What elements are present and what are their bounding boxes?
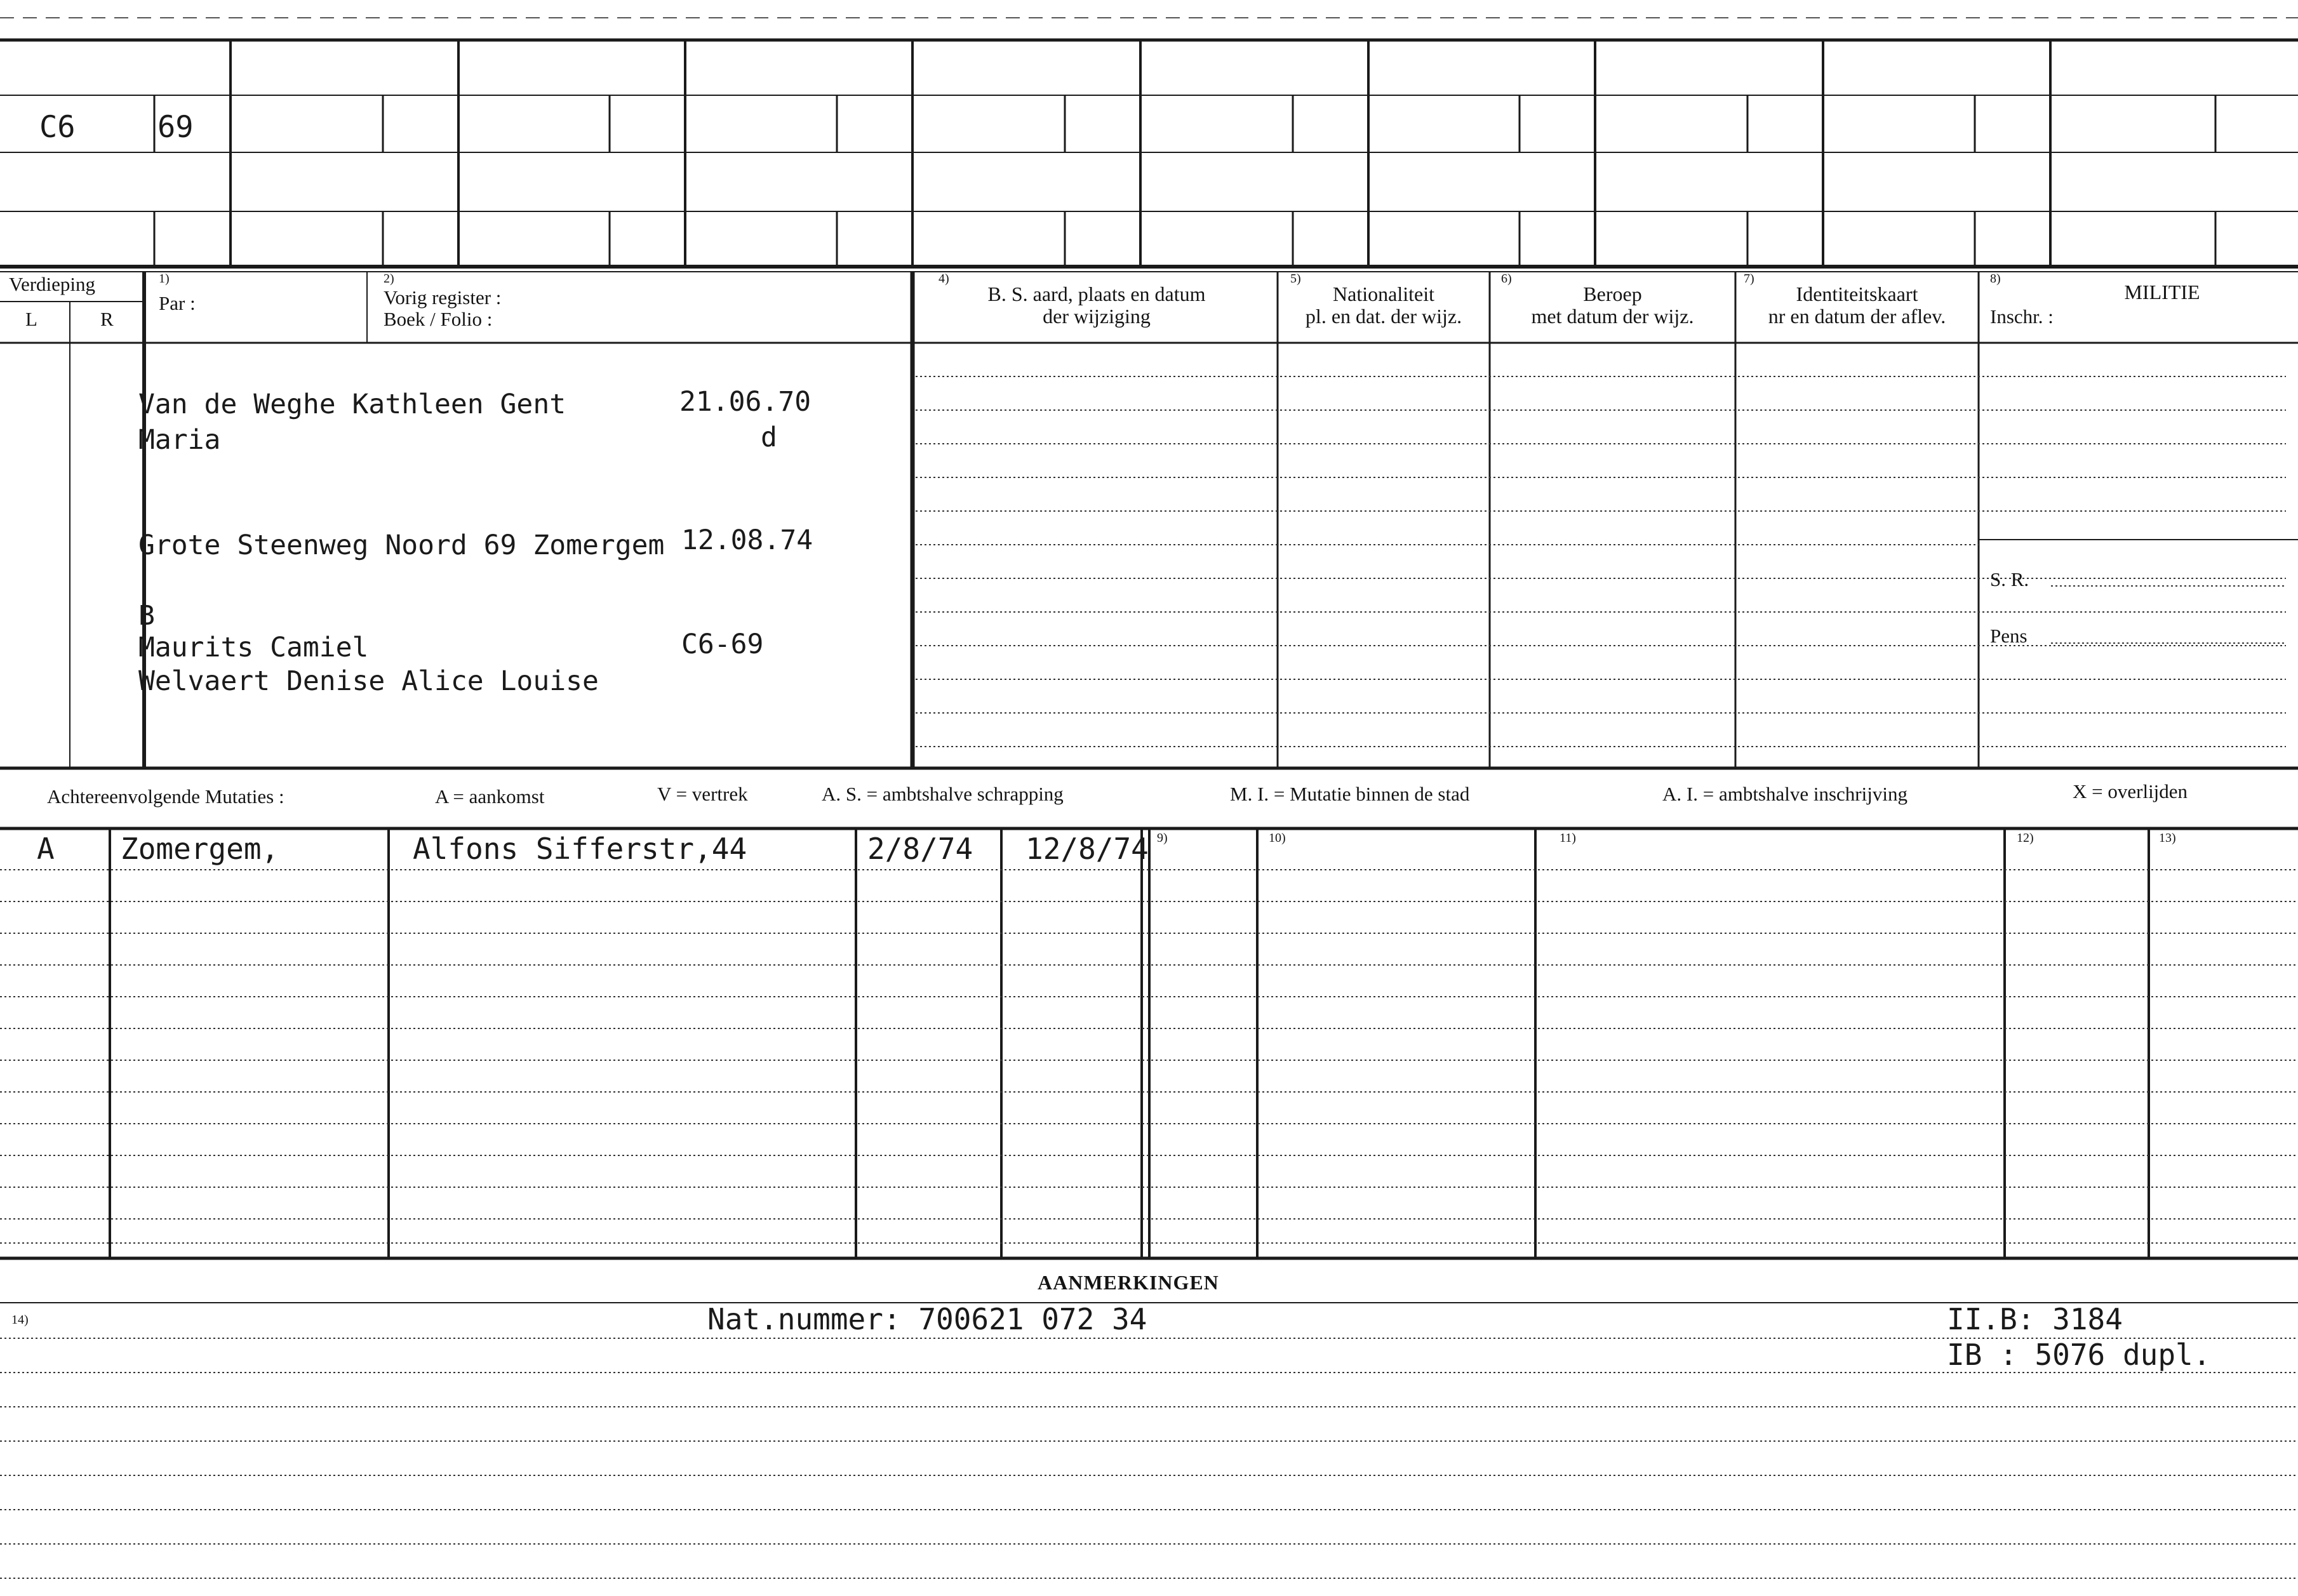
address-date: 12.08.74: [681, 524, 813, 556]
militie-header: MILITIE: [2124, 281, 2200, 303]
footnote-6: 6): [1501, 272, 1512, 286]
person-name-line2: Maria: [138, 424, 221, 456]
entry-letter: B: [138, 600, 155, 632]
identiteitskaart-header-line1: Identiteitskaart: [1796, 283, 1918, 305]
person-name-line1: Van de Weghe Kathleen Gent: [138, 389, 566, 420]
register-ref: C6-69: [681, 628, 764, 660]
mutation-type: A: [37, 832, 55, 866]
father-names: Maurits Camiel: [138, 632, 369, 663]
sr-label: S. R.: [1990, 568, 2029, 590]
mother-names: Welvaert Denise Alice Louise: [138, 665, 599, 697]
footnote-8: 8): [1990, 272, 2001, 286]
identiteitskaart-header-line2: nr en datum der aflev.: [1768, 305, 1946, 328]
legend-title: Achtereenvolgende Mutaties :: [47, 785, 284, 808]
birth-date: 21.06.70: [679, 386, 812, 418]
bs-header-line2: der wijziging: [1043, 305, 1151, 328]
legend-overlijden: X = overlijden: [2073, 780, 2188, 802]
footnote-1: 1): [159, 272, 170, 286]
pens-label: Pens: [1990, 625, 2027, 647]
footnote-4: 4): [939, 272, 949, 286]
col-l-label: L: [25, 308, 37, 330]
legend-aankomst: A = aankomst: [435, 785, 545, 808]
legend-mutatie-binnen-stad: M. I. = Mutatie binnen de stad: [1230, 783, 1470, 805]
iib-number: II.B: 3184: [1947, 1302, 2123, 1336]
footnote-7: 7): [1744, 272, 1754, 286]
legend-ambtshalve-schrapping: A. S. = ambtshalve schrapping: [822, 783, 1064, 805]
grid-code: C6: [39, 110, 76, 145]
mutation-street: Alfons Sifferstr,44: [413, 832, 747, 866]
legend-ambtshalve-inschrijving: A. I. = ambtshalve inschrijving: [1662, 783, 1907, 805]
vorig-register-label: Vorig register :: [384, 286, 502, 309]
national-number: Nat.nummer: 700621 072 34: [707, 1302, 1147, 1336]
col-r-label: R: [100, 308, 114, 330]
beroep-header-line1: Beroep: [1583, 283, 1642, 305]
footnote-9: 9): [1157, 831, 1168, 845]
boek-folio-label: Boek / Folio :: [384, 308, 493, 330]
par-label: Par :: [159, 292, 196, 314]
bs-header-line1: B. S. aard, plaats en datum: [987, 283, 1206, 305]
nationaliteit-header-line2: pl. en dat. der wijz.: [1305, 305, 1462, 328]
footnote-11: 11): [1560, 831, 1576, 845]
inschr-label: Inschr. :: [1990, 305, 2054, 328]
mutation-place: Zomergem,: [121, 832, 279, 866]
ib-number: IB : 5076 dupl.: [1947, 1338, 2211, 1372]
footnote-13: 13): [2159, 831, 2176, 845]
footnote-5: 5): [1290, 272, 1301, 286]
marital-mark: d: [761, 422, 777, 453]
nationaliteit-header-line1: Nationaliteit: [1333, 283, 1434, 305]
grid-number: 69: [157, 110, 194, 145]
footnote-2: 2): [384, 272, 394, 286]
mutation-date-b: 12/8/74: [1025, 832, 1149, 866]
footnote-14: 14): [11, 1313, 29, 1327]
verdieping-label: Verdieping: [9, 273, 96, 295]
remarks-title: AANMERKINGEN: [1038, 1271, 1219, 1294]
mutation-date-a: 2/8/74: [867, 832, 973, 866]
beroep-header-line2: met datum der wijz.: [1531, 305, 1694, 328]
legend-vertrek: V = vertrek: [657, 783, 748, 805]
address: Grote Steenweg Noord 69 Zomergem: [138, 529, 665, 561]
footnote-12: 12): [2017, 831, 2034, 845]
footnote-10: 10): [1269, 831, 1286, 845]
